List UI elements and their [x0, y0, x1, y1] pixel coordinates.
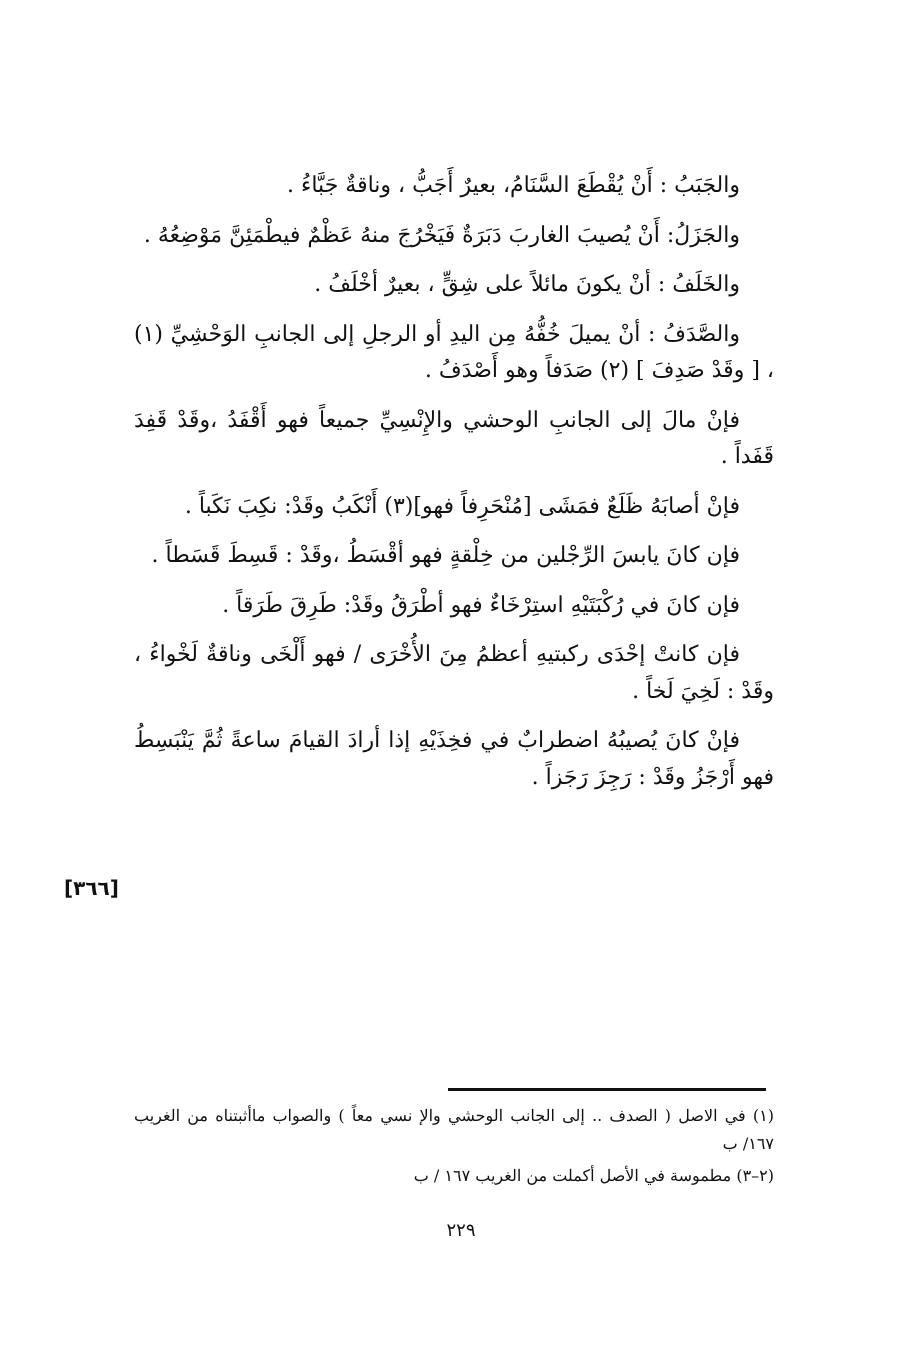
footnote-2: (٢–٣) مطموسة في الأصل أكملت من الغريب ١٦٧ / ب	[413, 1166, 774, 1185]
paragraph-8: فإن كانَ في رُكْبَتَيْهِ استِرْخَاءٌ فهو أطْرَقُ وقَدْ: طَرِقَ طَرَقاً .	[222, 592, 740, 618]
page-number: ٢٢٩	[446, 1220, 476, 1241]
paragraph-2: والجَزَلُ: أَنْ يُصيبَ الغاربَ دَبَرَةٌ فَيَخْرُجَ منهُ عَظْمٌ فيطْمَئِنَّ مَوْضِعُهُ .	[143, 222, 740, 248]
paragraph-6: فإنْ أصابَهُ ظَلَعٌ فمَشَى [مُنْحَرِفاً فهو](٣) أَنْكَبُ وقَدْ: نكِبَ نَكَباً .	[184, 493, 740, 519]
paragraph-4: والصَّدَفُ : أنْ يميلَ خُفُّهُ مِن اليدِ أو الرجلِ إلى الجانبِ الوَحْشِيِّ (١) ، [ وقَدْ صَدِفَ ] (٢) صَدَفاً وهو أَصْدَفُ .	[134, 321, 774, 383]
footnote-1: (١) في الاصل ( الصدف .. إلى الجانب الوحشي والإ نسي معاً ) والصواب ماأثبتناه من الغريب ١٦٧/ ب	[134, 1106, 774, 1153]
manuscript-folio-ref: [٣٦٦]	[64, 876, 119, 900]
paragraph-7: فإن كانَ يابسَ الرِّجْلين من خِلْقةٍ فهو أقْسَطُ ،وقَدْ : قَسِطَ قَسَطاً .	[151, 543, 740, 568]
paragraph-10: فإنْ كانَ يُصيبُهُ اضطرابٌ في فخِذَيْهِ إذا أرادَ القيامَ ساعةً ثُمَّ يَنْبَسِطُ فهو أَرْجَزُ وقَدْ : رَجِزَ رَجَزاً .	[134, 728, 774, 790]
paragraph-3: والخَلَفُ : أنْ يكونَ مائلاً على شِقٍّ ، بعيرٌ أخْلَفُ .	[314, 272, 740, 297]
footnotes	[134, 1102, 774, 1194]
paragraph-5: فإنْ مالَ إلى الجانبِ الوحشي والإِنْسِيِّ جميعاً فهو أَقْفَدُ ،وقَدْ قَفِدَ قَفَداً .	[134, 407, 774, 469]
paragraph-9: فإن كانتْ إحْدَى ركبتيهِ أعظمُ مِنَ الأُخْرَى / فهو أَلْخَى وناقةٌ لَخْواءُ ، وقَدْ : لَخِيَ لَخاً .	[134, 642, 774, 704]
main-text	[134, 168, 774, 809]
footnote-divider	[448, 1088, 766, 1091]
paragraph-1: والجَبَبُ : أَنْ يُقْطَعَ السَّنَامُ، بعيرٌ أَجَبُّ ، وناقةٌ جَبَّاءُ .	[287, 173, 740, 198]
